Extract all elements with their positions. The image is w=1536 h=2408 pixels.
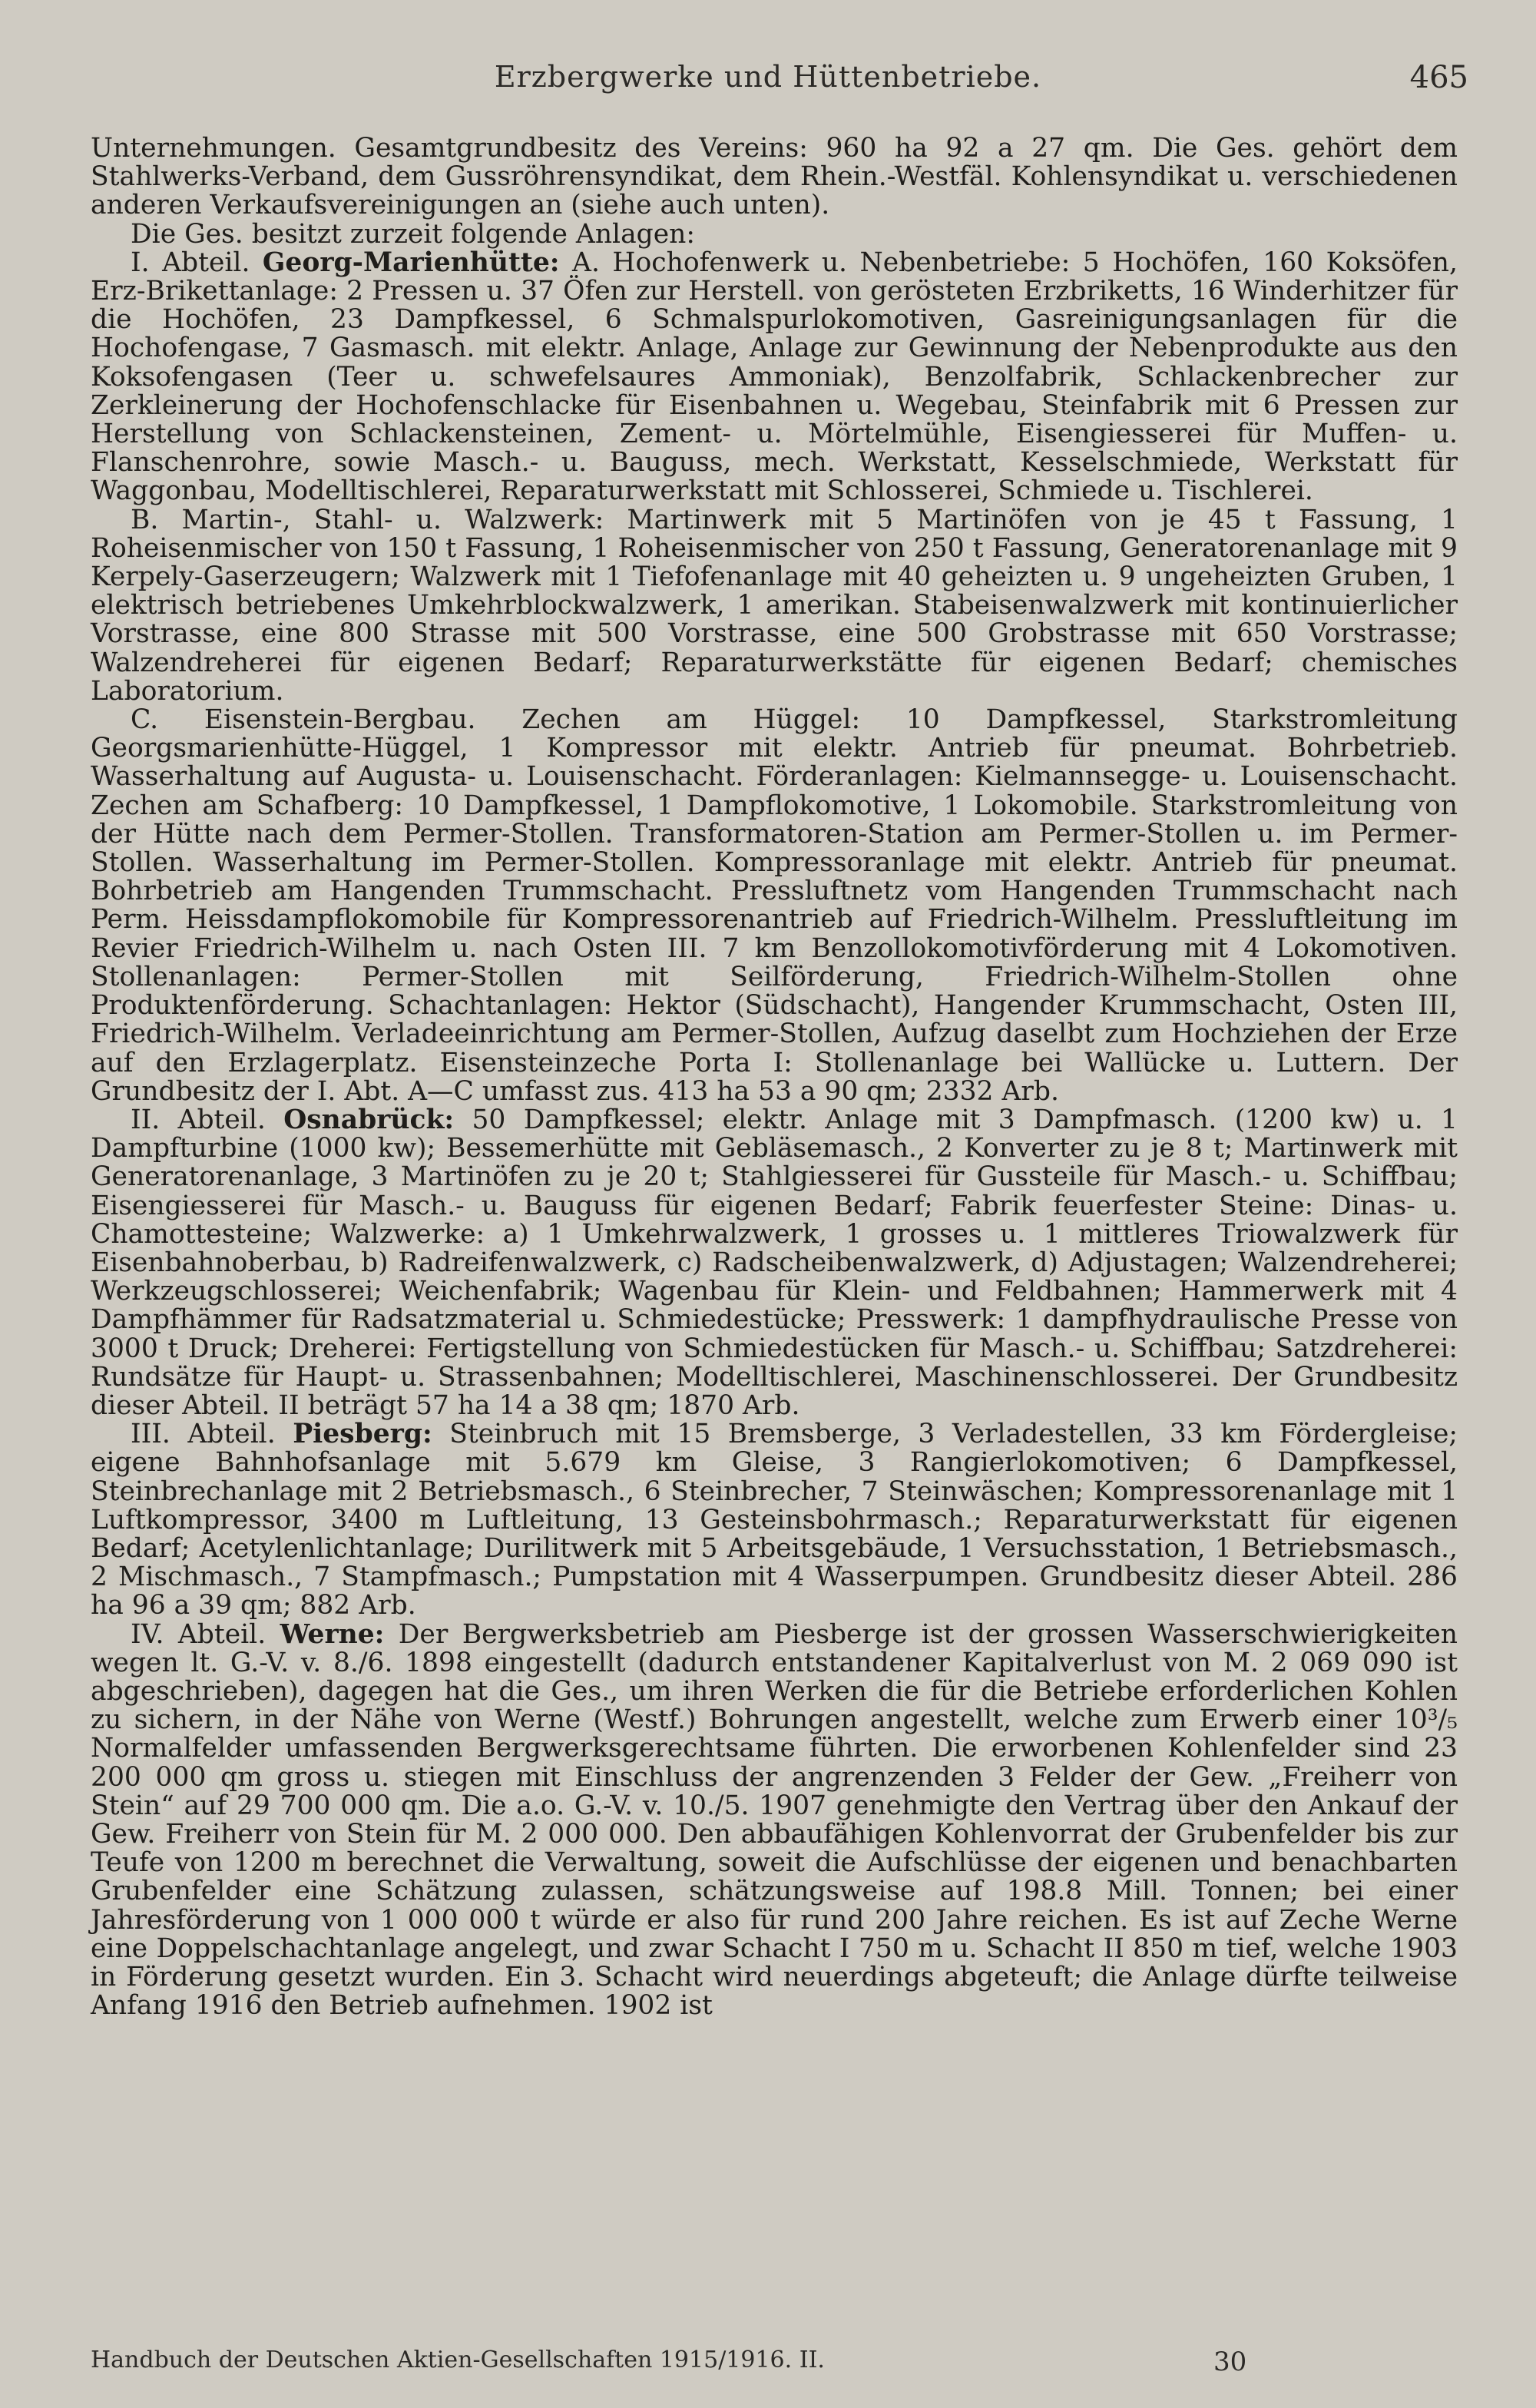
paragraph-abteil-4 (91, 1618, 1458, 2022)
section-name: Piesberg: (293, 1419, 432, 1450)
paragraph-text: Unternehmungen. Gesamtgrundbesitz des Vereins: 960 ha 92 a 27 qm. Die Ges. gehört dem Stahlwerks-Verband, dem Gussröhrensyndikat, dem Rhein.-Westfäl. Kohlensyndikat u. verschiedenen anderen Verkaufsvereinigungen an (siehe auch unten). (91, 133, 1458, 221)
paragraph-text: 50 Dampfkessel; elektr. Anlage mit 3 Dampfmasch. (1200 kw) u. 1 Dampfturbine (1000 kw); Bessemerhütte mit Gebläsemasch., 2 Konverter zu je 8 t; Martinwerk mit Generatorenanlage, 3 Martinöfen zu je 20 t; Stahlgiesserei für Gussteile für Masch.- u. Schiffbau; Eisengiesserei für Masch.- u. Bauguss für eigenen Bedarf; Fabrik feuerfester Steine: Dinas- u. Chamottesteine; Walzwerke: a) 1 Umkehrwalzwerk, 1 grosses u. 1 mittleres Triowalzwerk für Eisenbahnoberbau, b) Radreifenwalzwerk, c) Radscheibenwalzwerk, d) Adjustagen; Walzendreherei; Werkzeugschlosserei; Weichenfabrik; Wagenbau für Klein- und Feldbahnen; Hammerwerk mit 4 Dampfhämmer für Radsatzmaterial u. Schmiedestücke; Presswerk: 1 dampfhydraulische Presse von 3000 t Druck; Dreherei: Fertigstellung von Schmiedestücken für Masch.- u. Schiffbau; Satzdreherei: Rundsätze für Haupt- u. Strassenbahnen; Modelltischlerei, Maschinenschlosserei. Der Grundbesitz dieser Abteil. II beträgt 57 ha 14 a 38 qm; 1870 Arb. (91, 1104, 1458, 1421)
page-footer (91, 2347, 1458, 2385)
page-header (0, 60, 1536, 106)
paragraph-intro (91, 134, 1458, 220)
section-name: Werne: (280, 1618, 385, 1650)
signature-mark: 30 (1213, 2347, 1247, 2377)
section-name: Georg-Marienhütte: (262, 247, 560, 278)
paragraph-text: B. Martin-, Stahl- u. Walzwerk: Martinwerk mit 5 Martinöfen von je 45 t Fassung, 1 Roheisenmischer von 150 t Fassung, 1 Roheisenmischer von 250 t Fassung, Generatorenanlage mit 9 Kerpely-Gaserzeugern; Walzwerk mit 1 Tiefofenanlage mit 40 geheizten u. 9 ungeheizten Gruben, 1 elektrisch betriebenes Umkehrblockwalzwerk, 1 amerikan. Stabeisenwalzwerk mit kontinuierlicher Vorstrasse, eine 800 Strasse mit 500 Vorstrasse, eine 500 Grobstrasse mit 650 Vorstrasse; Walzendreherei für eigenen Bedarf; Reparaturwerkstätte für eigenen Bedarf; chemisches Laboratorium. (91, 504, 1458, 707)
paragraph-abteil-2 (91, 1106, 1458, 1420)
paragraph-text: C. Eisenstein-Bergbau. Zechen am Hüggel: 10 Dampfkessel, Starkstromleitung Georgsmarienhütte-Hüggel, 1 Kompressor mit elektr. Antrieb für pneumat. Bohrbetrieb. Wasserhaltung auf Augusta- u. Louisenschacht. Förderanlagen: Kielmannsegge- u. Louisenschacht. Zechen am Schafberg: 10 Dampfkessel, 1 Dampflokomotive, 1 Lokomobile. Starkstromleitung von der Hütte nach dem Permer-Stollen. Transformatoren-Station am Permer-Stollen u. im Permer-Stollen. Wasserhaltung im Permer-Stollen. Kompressoranlage mit elektr. Antrieb für pneumat. Bohrbetrieb am Hangenden Trummschacht. Pressluftnetz vom Hangenden Trummschacht nach Perm. Heissdampflokomobile für Kompressorenantrieb auf Friedrich-Wilhelm. Pressluftleitung im Revier Friedrich-Wilhelm u. nach Osten III. 7 km Benzollokomotivförderung mit 4 Lokomotiven. Stollenanlagen: Permer-Stollen mit Seilförderung, Friedrich-Wilhelm-Stollen ohne Produktenförderung. Schachtanlagen: Hektor (Südschacht), Hangender Krummschacht, Osten III, Friedrich-Wilhelm. Verladeeinrichtung am Permer-Stollen, Aufzug daselbt zum Hochziehen der Erze auf den Erzlagerplatz. Eisensteinzeche Porta I: Stollenanlage bei Wallücke u. Luttern. Der Grundbesitz der I. Abt. A—C umfasst zus. 413 ha 53 a 90 qm; 2332 Arb. (91, 704, 1458, 1107)
paragraph-abteil-1b (91, 506, 1458, 706)
paragraph-lead: III. Abteil. (131, 1419, 293, 1450)
running-title: Erzbergwerke und Hüttenbetriebe. (494, 60, 1042, 94)
paragraph-text: Der Bergwerksbetrieb am Piesberge ist der grossen Wasserschwierigkeiten wegen lt. G.-V. v. 8./6. 1898 eingestellt (dadurch entstandener Kapitalverlust von M. 2 069 090 ist abgeschrieben), dagegen hat die Ges., um ihren Werken die für die Betriebe erforderlichen Kohlen zu sichern, in der Nähe von Werne (Westf.) Bohrungen angestellt, welche zum Erwerb einer 10³/₅ Normalfelder umfassenden Bergwerksgerechtsame führten. Die erworbenen Kohlenfelder sind 23 200 000 qm gross u. stiegen mit Einschluss der angrenzenden 3 Felder der Gew. „Freiherr von Stein“ auf 29 700 000 qm. Die a.o. G.-V. v. 10./5. 1907 genehmigte den Vertrag über den Ankauf der Gew. Freiherr von Stein für M. 2 000 000. Den abbaufähigen Kohlenvorrat der Grubenfelder bis zur Teufe von 1200 m berechnet die Verwaltung, soweit die Aufschlüsse der eigenen und benachbarten Grubenfelder eine Schätzung zulassen, schätzungsweise auf 198.8 Mill. Tonnen; bei einer Jahresförderung von 1 000 000 t würde er also für rund 200 Jahre reichen. Es ist auf Zeche Werne eine Doppelschachtanlage angelegt, und zwar Schacht I 750 m u. Schacht II 850 m tief, welche 1903 in Förderung gesetzt wurden. Ein 3. Schacht wird neuerdings abgeteuft; die Anlage dürfte teilweise Anfang 1916 den Betrieb aufnehmen. 1902 ist (91, 1618, 1458, 2022)
paragraph-abteil-3 (91, 1420, 1458, 1620)
paragraph-lead: IV. Abteil. (131, 1618, 280, 1650)
body-text (91, 134, 1458, 2020)
paragraph-abteil-1 (91, 249, 1458, 506)
paragraph-text: Die Ges. besitzt zurzeit folgende Anlagen: (131, 218, 695, 250)
footer-source: Handbuch der Deutschen Aktien-Gesellschaften 1915/1916. II. (91, 2347, 825, 2373)
paragraph-text: Steinbruch mit 15 Bremsberge, 3 Verladestellen, 33 km Fördergleise; eigene Bahnhofsanlage mit 5.679 km Gleise, 3 Rangierlokomotiven; 6 Dampfkessel, Steinbrechanlage mit 2 Betriebsmasch., 6 Steinbrecher, 7 Steinwäschen; Kompressorenanlage mit 1 Luftkompressor, 3400 m Luftleitung, 13 Gesteinsbohrmasch.; Reparaturwerkstatt für eigenen Bedarf; Acetylenlichtanlage; Durilitwerk mit 5 Arbeitsgebäude, 1 Versuchsstation, 1 Betriebsmasch., 2 Mischmasch., 7 Stampfmasch.; Pumpstation mit 4 Wasserpumpen. Grundbesitz dieser Abteil. 286 ha 96 a 39 qm; 882 Arb. (91, 1419, 1458, 1621)
paragraph-lead: I. Abteil. (131, 247, 263, 278)
section-name: Osnabrück: (283, 1104, 455, 1135)
paragraph-overview (91, 220, 1458, 249)
paragraph-abteil-1c (91, 706, 1458, 1106)
paragraph-lead: II. Abteil. (131, 1104, 284, 1135)
page-number: 465 (1409, 60, 1468, 95)
paragraph-text: A. Hochofenwerk u. Nebenbetriebe: 5 Hochöfen, 160 Koksöfen, Erz-Brikettanlage: 2 Pressen u. 37 Öfen zur Herstell. von gerösteten Erzbriketts, 16 Winderhitzer für die Hochöfen, 23 Dampfkessel, 6 Schmalspurlokomotiven, Gasreinigungsanlagen für die Hochofengase, 7 Gasmasch. mit elektr. Anlage, Anlage zur Gewinnung der Nebenprodukte aus den Koksofengasen (Teer u. schwefelsaures Ammoniak), Benzolfabrik, Schlackenbrecher zur Zerkleinerung der Hochofenschlacke für Eisenbahnen u. Wegebau, Steinfabrik mit 6 Pressen zur Herstellung von Schlackensteinen, Zement- u. Mörtelmühle, Eisengiesserei für Muffen- u. Flanschenrohre, sowie Masch.- u. Bauguss, mech. Werkstatt, Kesselschmiede, Werkstatt für Waggonbau, Modelltischlerei, Reparaturwerkstatt mit Schlosserei, Schmiede u. Tischlerei. (91, 247, 1458, 507)
